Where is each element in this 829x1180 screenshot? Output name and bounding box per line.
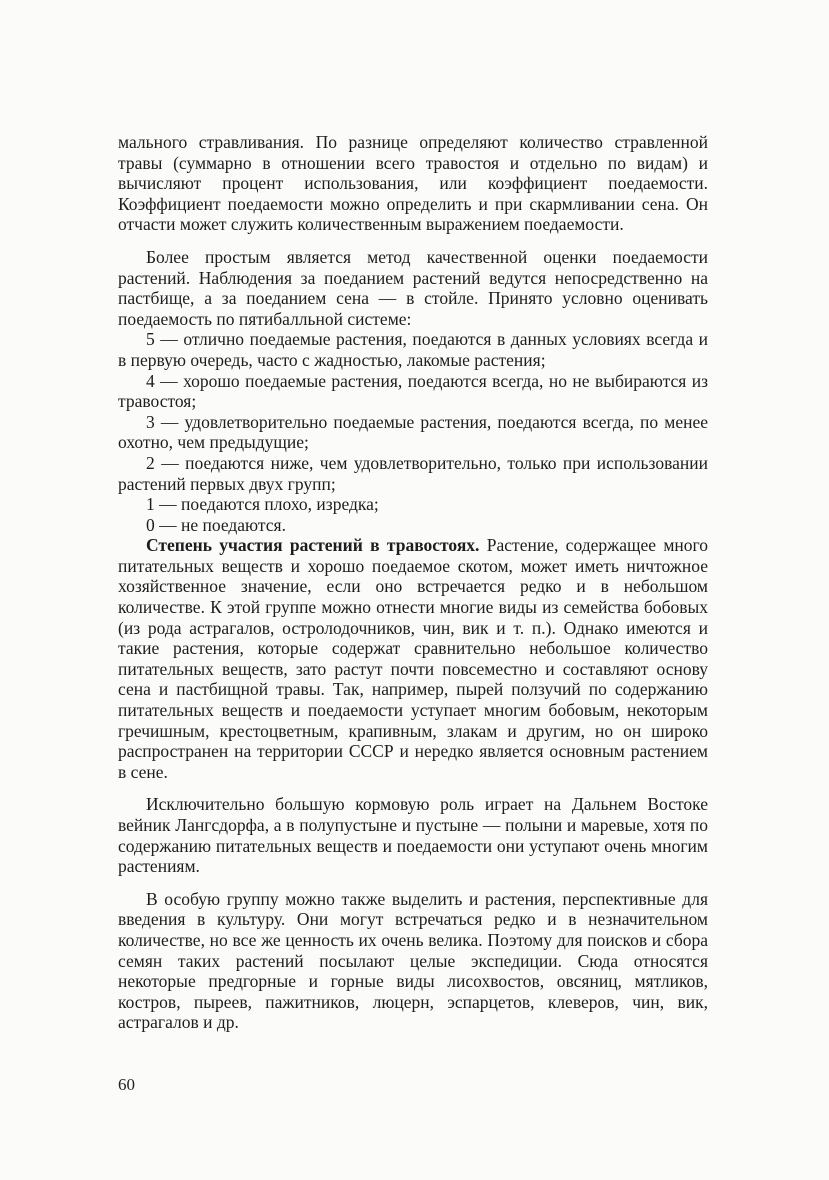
- scale-item-5: 5 — отлично поедаемые растения, поедаются в данных условиях всегда и в первую очередь, часто с жадностью, лакомые растения;: [118, 329, 708, 370]
- section-heading: Степень участия растений в травостоях.: [146, 535, 480, 556]
- paragraph-continuation: мального стравливания. По разнице определяют количество стравленной травы (суммарно в отношении всего травостоя и отдельно по видам) и вычисляют процент использования, или коэффициент поедаемости. Коэффициент поедаемости можно определить и при скармливании сена. Он отчасти может служить количественным выражением поедаемости.: [118, 132, 708, 235]
- paragraph-perspective: В особую группу можно также выделить и растения, перспективные для введения в культуру. Они могут встречаться редко и в незначительном количестве, но все же ценность их очень велика. Поэтому для поисков и сбора семян таких растений посылают целые экспедиции. Сюда относятся некоторые предгорные и горные виды лисохвостов, овсяниц, мятликов, костров, пыреев, пажитников, люцерн, эспарцетов, клеверов, чин, вик, астрагалов и др.: [118, 888, 708, 1033]
- scale-item-0: 0 — не поедаются.: [146, 514, 286, 535]
- rating-scale-list: [118, 329, 708, 535]
- scale-item-1: 1 — поедаются плохо, изредка;: [146, 494, 379, 515]
- body-text: [118, 132, 708, 1033]
- scale-item-2: 2 — поедаются ниже, чем удовлетворительно, только при использовании растений первых двух групп;: [118, 452, 708, 494]
- scale-item-4: 4 — хорошо поедаемые растения, поедаются всегда, но не выбираются из травостоя;: [118, 370, 708, 412]
- paragraph-method: Более простым является метод качественной оценки поедаемости растений. Наблюдения за поеданием растений ведутся непосредственно на пастбище, а за поеданием сена — в стойле. Принято условно оценивать поедаемость по пятибалльной системе:: [118, 246, 708, 329]
- section-paragraph: [118, 535, 708, 782]
- scale-item-3: 3 — удовлетворительно поедаемые растения, поедаются всегда, по менее охотно, чем предыдущие;: [118, 411, 708, 453]
- paragraph-far-east: Исключительно большую кормовую роль играет на Дальнем Востоке вейник Лангсдорфа, а в полупустыне и пустыне — полыни и маревые, хотя по содержанию питательных веществ и поедаемости они уступают очень многим растениям.: [118, 794, 708, 877]
- page-number: 60: [118, 1075, 135, 1094]
- section-text: Растение, содержащее много питательных веществ и хорошо поедаемое скотом, может иметь ничтожное хозяйственное значение, если оно встречается редко и в небольшом количестве. К этой группе можно отнести многие виды из семейства бобовых (из рода астрагалов, остролодочников, чин, вик и т. п.). Однако имеются и такие растения, которые содержат сравнительно небольшое количество питательных веществ, зато растут почти повсеместно и составляют основу сена и пастбищной травы. Так, например, пырей ползучий по содержанию питательных веществ и поедаемости уступает многим бобовым, некоторым гречишным, крестоцветным, крапивным, злакам и другим, но он широко распространен на территории СССР и нередко является основным растением в сене.: [118, 535, 708, 782]
